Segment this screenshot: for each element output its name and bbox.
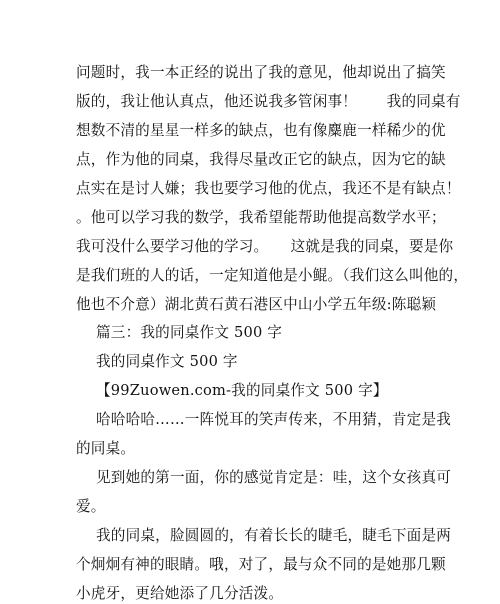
text-line: 是我们班的人的话，一定知道他是小鲲。（我们这么叫他的， — [76, 267, 469, 284]
paragraph-line: 哈哈哈哈……一阵悦耳的笑声传来，不用猜，肯定是我 — [96, 411, 452, 428]
section-heading: 篇三：我的同桌作文 500 字 — [96, 324, 283, 341]
paragraph-line: 见到她的第一面，你的感觉肯定是：哇，这个女孩真可 — [96, 469, 452, 486]
source-tag: 【99Zuowen.com-我的同桌作文 500 字】 — [96, 382, 388, 399]
paragraph-line: 的同桌。 — [76, 440, 136, 457]
paragraph-line: 爱。 — [76, 498, 106, 515]
text-line: 他也不介意）湖北黄石黄石港区中山小学五年级:陈聪颖 — [76, 296, 437, 313]
text-line: 问题时，我一本正经的说出了我的意见，他却说出了搞笑 — [76, 64, 446, 81]
article-title: 我的同桌作文 500 字 — [96, 353, 238, 370]
text-line: 。他可以学习我的数学，我希望能帮助他提高数学水平； — [76, 209, 446, 226]
paragraph-line: 个炯炯有神的眼睛。哦，对了，最与众不同的是她那几颗 — [76, 556, 446, 573]
text-line: 点，作为他的同桌，我得尽量改正它的缺点，因为它的缺 — [76, 151, 446, 168]
paragraph-line: 小虎牙，更给她添了几分活泼。 — [76, 585, 284, 602]
text-line: 我可没什么要学习他的学习。 这就是我的同桌，要是你 — [76, 238, 454, 255]
text-line: 版的，我让他认真点，他还说我多管闲事！ 我的同桌有 — [76, 93, 461, 110]
text-line: 点实在是讨人嫌；我也要学习他的优点，我还不是有缺点！ — [76, 180, 461, 197]
paragraph-line: 我的同桌，脸圆圆的，有着长长的睫毛，睫毛下面是两 — [96, 527, 452, 544]
text-line: 想数不清的星星一样多的缺点，也有像麋鹿一样稀少的优 — [76, 122, 446, 139]
